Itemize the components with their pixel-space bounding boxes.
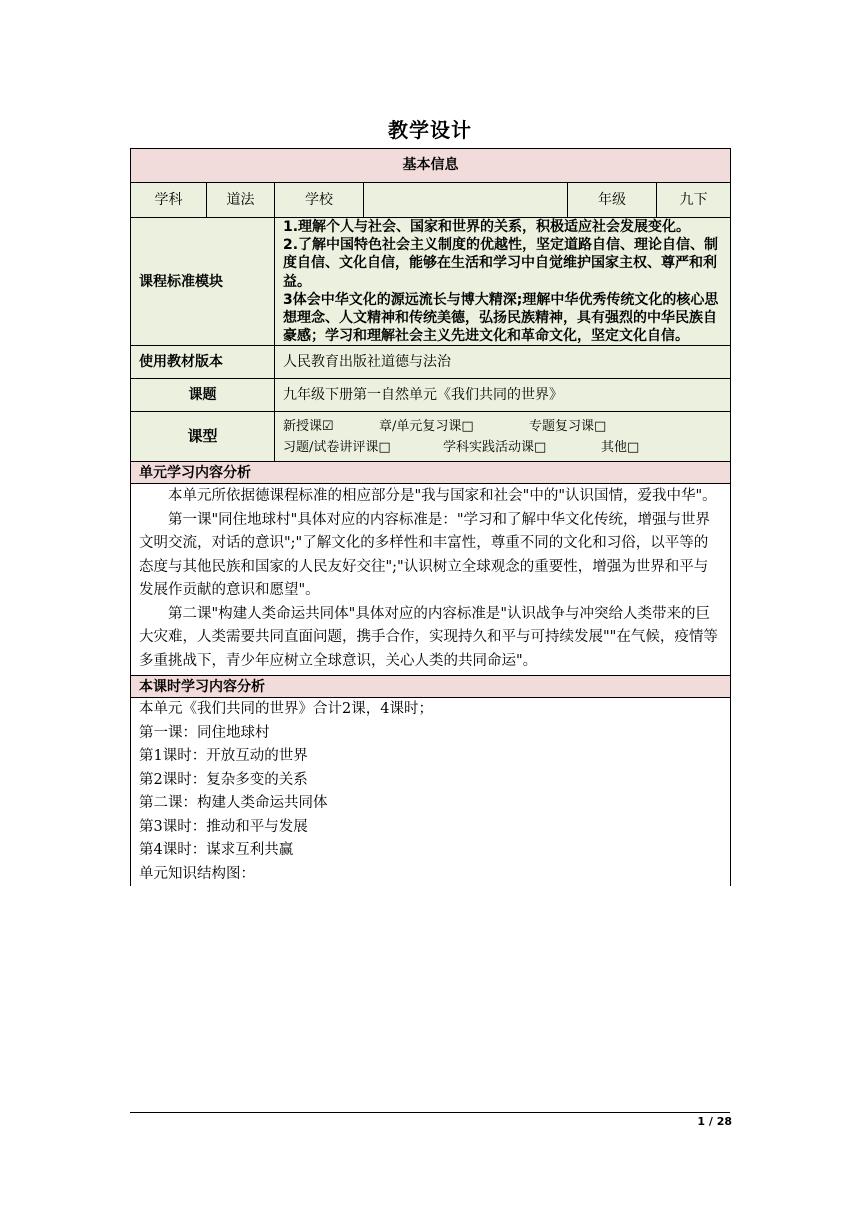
lesson-analysis-line: 本单元《我们共同的世界》合计2课，4课时； — [139, 701, 433, 718]
textbook-row — [131, 346, 731, 379]
lesson-analysis-header: 本课时学习内容分析 — [131, 676, 731, 698]
topic-value: 九年级下册第一自然单元《我们共同的世界》 — [275, 379, 731, 412]
basic-info-row — [131, 183, 731, 218]
unit-analysis-header-row — [131, 462, 731, 484]
page-footer-rule — [130, 1112, 730, 1113]
lesson-type-unit-review[interactable]: 章/单元复习课□ — [379, 418, 474, 434]
subject-label: 学科 — [131, 183, 207, 218]
lesson-analysis-row — [131, 698, 731, 887]
lesson-analysis-line: 第2课时：复杂多变的关系 — [139, 771, 308, 788]
lesson-type-options-row-2 — [283, 437, 722, 458]
lesson-analysis-line: 第3课时：推动和平与发展 — [139, 818, 308, 835]
grade-label: 年级 — [568, 183, 657, 218]
basic-info-header: 基本信息 — [131, 149, 731, 183]
page-title: 教学设计 — [388, 118, 472, 142]
lesson-type-new[interactable]: 新授课☑ — [283, 418, 334, 434]
unit-analysis-row — [131, 484, 731, 676]
lesson-analysis-line: 第一课：同住地球村 — [139, 724, 270, 741]
lesson-type-row — [131, 412, 731, 462]
textbook-value: 人民教育出版社道德与法治 — [275, 346, 731, 379]
school-value — [364, 183, 568, 218]
curriculum-row — [131, 218, 731, 346]
lesson-type-label: 课型 — [131, 412, 275, 462]
unit-analysis-body — [131, 484, 731, 676]
lesson-analysis-line: 第4课时：谋求互利共赢 — [139, 842, 294, 859]
unit-analysis-header: 单元学习内容分析 — [131, 462, 731, 484]
subject-value: 道法 — [207, 183, 275, 218]
lesson-type-options — [275, 412, 731, 462]
curriculum-item: 1.理解个人与社会、国家和世界的关系，积极适应社会发展变化。 — [283, 219, 691, 235]
lesson-analysis-line: 单元知识结构图： — [139, 865, 255, 882]
curriculum-item: 2.了解中国特色社会主义制度的优越性，坚定道路自信、理论自信、制度自信、文化自信，能够在生活和学习中自觉维护国家主权、尊严和利益。 — [283, 237, 719, 290]
school-label: 学校 — [275, 183, 364, 218]
lesson-analysis-header-row — [131, 676, 731, 698]
lesson-type-practice[interactable]: 学科实践活动课□ — [443, 439, 547, 455]
lesson-type-topic-review[interactable]: 专题复习课□ — [529, 418, 607, 434]
topic-label: 课题 — [131, 379, 275, 412]
lesson-type-other[interactable]: 其他□ — [601, 439, 640, 455]
curriculum-item: 3体会中华文化的源远流长与博大精深;理解中华优秀传统文化的核心思想理念、人文精神和传统美德，弘扬民族精神，具有强烈的中华民族自豪感；学习和理解社会主义先进文化和革命文化，坚定文化自信。 — [283, 291, 719, 345]
unit-analysis-paragraph: 第二课"构建人类命运共同体"具体对应的内容标准是"认识战争与冲突给人类带来的巨大灾难，人类需要共同直面问题，携手合作，实现持久和平与可持续发展""在气候，疫情等多重挑战下，青少年应树立全球意识，关心人类的共同命运"。 — [139, 605, 718, 669]
lesson-analysis-line: 第二课：构建人类命运共同体 — [139, 795, 328, 812]
textbook-label: 使用教材版本 — [131, 346, 275, 379]
grade-value: 九下 — [657, 183, 731, 218]
lesson-type-exercise-review[interactable]: 习题/试卷讲评课□ — [283, 439, 391, 455]
curriculum-standards — [275, 218, 731, 346]
curriculum-label: 课程标准模块 — [131, 218, 275, 346]
page-number: 1 / 28 — [697, 1115, 732, 1128]
lesson-design-table — [130, 148, 731, 886]
topic-row — [131, 379, 731, 412]
basic-info-header-row — [131, 149, 731, 183]
unit-analysis-paragraph: 第一课"同住地球村"具体对应的内容标准是："学习和了解中华文化传统，增强与世界文明交流，对话的意识";"了解文化的多样性和丰富性，尊重不同的文化和习俗，以平等的态度与其他民族和国家的人民友好交往";"认识树立全球观念的重要性，增强为世界和平与发展作贡献的意识和愿望"。 — [139, 511, 711, 599]
lesson-analysis-body — [131, 698, 731, 887]
lesson-type-options-row-1 — [283, 416, 722, 437]
unit-analysis-paragraph: 本单元所依据德课程标准的相应部分是"我与国家和社会"中的"认识国情，爱我中华"。 — [168, 488, 717, 505]
lesson-analysis-line: 第1课时：开放互动的世界 — [139, 748, 308, 765]
